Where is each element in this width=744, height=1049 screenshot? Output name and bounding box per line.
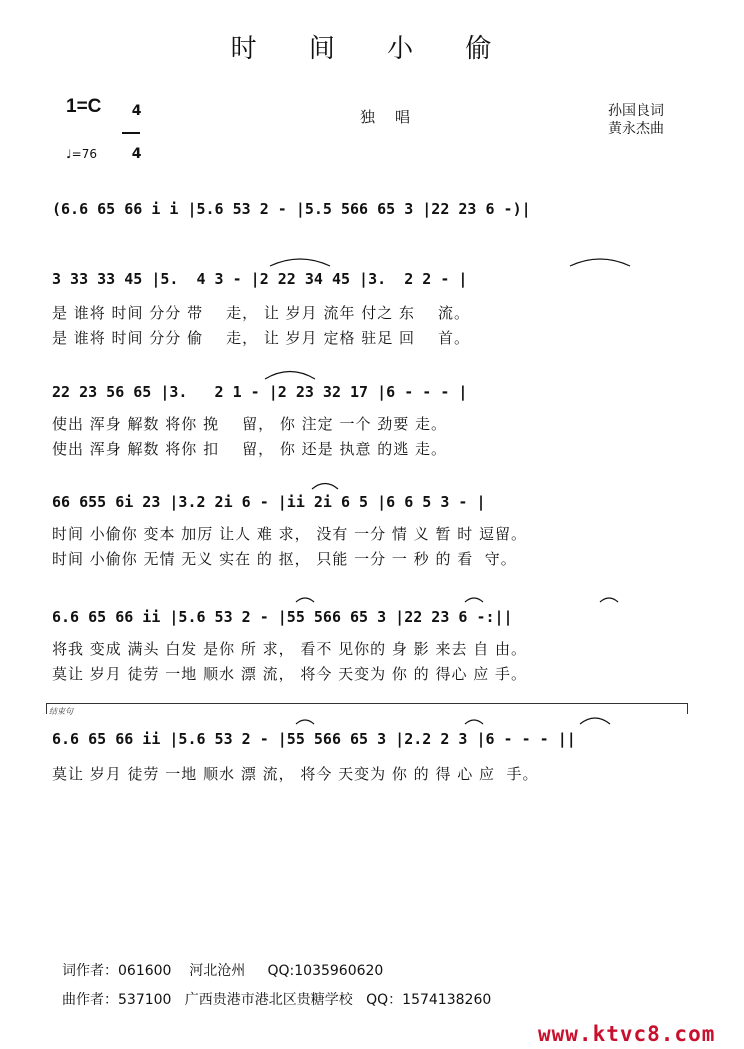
composer-credit: 黄永杰曲	[608, 121, 664, 137]
ending-label: 结束句	[49, 707, 73, 716]
watermark-logo: www.ktvc8.com	[538, 1022, 716, 1046]
tie-line-6c	[580, 718, 610, 724]
tie-line-5b	[465, 598, 483, 602]
tie-line-5c	[600, 598, 618, 602]
tempo-marking: ♩=76	[66, 147, 97, 161]
ending-bracket	[46, 703, 688, 714]
key-signature: 1=C	[66, 96, 102, 117]
tie-line-5a	[296, 598, 314, 602]
time-signature	[122, 92, 140, 161]
slur-line-2b	[570, 259, 630, 266]
composer-contact: 曲作者：537100 广西贵港市港北区贵糖学校 QQ：1574138260	[62, 992, 492, 1008]
notation-line-6: 6.6 65 66 ii |5.6 53 2 - |55 566 65 3 |2.2 2 3 |6 - - - ||	[52, 730, 576, 748]
tie-line-6a	[296, 720, 314, 724]
lyric-line-3-verse-1: 使出 浑身 解数 将你 挽 留， 你 注定 一个 劲要 走。	[52, 415, 447, 433]
lyric-line-3-verse-2: 使出 浑身 解数 将你 扣 留， 你 还是 执意 的逃 走。	[52, 440, 447, 458]
time-signature-line	[122, 132, 140, 134]
time-signature-top: 4	[131, 103, 142, 119]
lyric-line-4-verse-1: 时间 小偷你 变本 加厉 让人 难 求， 没有 一分 情 义 暂 时 逗留。	[52, 525, 527, 543]
tie-line-6b	[465, 720, 483, 724]
notation-line-4: 66 655 6i 23 |3.2 2i 6 - |ii 2i 6 5 |6 6 5 3 - |	[52, 493, 486, 511]
lyric-line-5-verse-2: 莫让 岁月 徒劳 一地 顺水 漂 流， 将今 天变为 你 的 得心 应 手。	[52, 665, 527, 683]
time-signature-bottom: 4	[131, 146, 142, 162]
notation-line-1: (6.6 65 66 i i |5.6 53 2 - |5.5 566 65 3 |22 23 6 -)|	[52, 200, 531, 218]
song-title: 时 间 小 偷	[230, 34, 514, 64]
notation-line-2: 3 33 33 45 |5. 4 3 - |2 22 34 45 |3. 2 2 - |	[52, 270, 468, 288]
lyricist-contact: 词作者：061600 河北沧州 QQ:1035960620	[62, 963, 384, 979]
slur-line-2a	[270, 259, 330, 266]
lyricist-credit: 孙国良词	[608, 103, 664, 119]
lyric-line-4-verse-2: 时间 小偷你 无情 无义 实在 的 抠， 只能 一分 一 秒 的 看 守。	[52, 550, 517, 568]
notation-line-5: 6.6 65 66 ii |5.6 53 2 - |55 566 65 3 |22 23 6 -:||	[52, 608, 513, 626]
lyric-line-5-verse-1: 将我 变成 满头 白发 是你 所 求， 看不 见你的 身 影 来去 自 由。	[52, 640, 527, 658]
notation-line-3: 22 23 56 65 |3. 2 1 - |2 23 32 17 |6 - - - |	[52, 383, 468, 401]
tie-line-4	[312, 484, 338, 490]
lyric-line-2-verse-1: 是 谁将 时间 分分 带 走， 让 岁月 流年 付之 东 流。	[52, 304, 471, 322]
slur-line-3	[265, 372, 315, 380]
lyric-line-6: 莫让 岁月 徒劳 一地 顺水 漂 流， 将今 天变为 你 的 得 心 应 手。	[52, 765, 539, 783]
performance-style: 独唱	[360, 108, 431, 126]
lyric-line-2-verse-2: 是 谁将 时间 分分 偷 走， 让 岁月 定格 驻足 回 首。	[52, 329, 471, 347]
